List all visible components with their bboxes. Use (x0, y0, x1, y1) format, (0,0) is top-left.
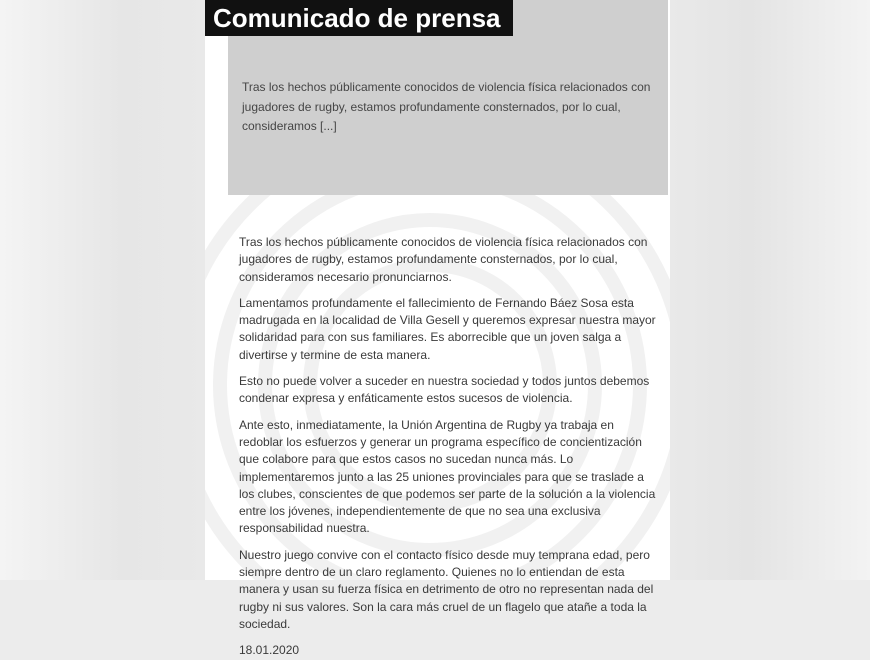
paragraph: Tras los hechos públicamente conocidos de violencia física relacionados con jugadores de rugby, estamos profundamente consternados, por lo cual, consideramos necesario pronunciarnos. (239, 235, 648, 284)
background-right (670, 0, 870, 580)
paragraph: Nuestro juego convive con el contacto físico desde muy temprana edad, pero siempre dentro de un claro reglamento. Quienes no lo entiendan de esta manera y usan su fuerza física en detrimento de otro no representan nada del rugby ni sus valores. Son la cara más cruel de un flagelo que atañe a toda la sociedad. (239, 547, 654, 631)
paragraph: Ante esto, inmediatamente, la Unión Argentina de Rugby ya trabaja en redoblar los esfuerzos y generar un programa específico de concientización que colabore para que estos casos no sucedan nunca más. Lo implementaremos junto a las 25 uniones provinciales para que se traslade a los clubes, conscientes de que podemos ser parte de la solución a la violencia entre los jóvenes, independientemente de que no sea una exclusiva responsabilidad nuestra. (239, 417, 656, 536)
summary-text: Tras los hechos públicamente conocidos de violencia física relacionados con jugadores de rugby, estamos profundamente consternados, por lo cual, consideramos [...] (242, 80, 651, 133)
background-left (0, 0, 205, 580)
release-date: 18.01.2020 (239, 643, 300, 658)
page-title: Comunicado de prensa (205, 0, 513, 36)
paragraph: Lamentamos profundamente el fallecimiento de Fernando Báez Sosa esta madrugada en la localidad de Villa Gesell y queremos expresar nuestra mayor solidaridad para con sus familiares. Es aborrecible que un joven salga a divertirse y termine de esta manera. (239, 295, 656, 362)
paragraph: Esto no puede volver a suceder en nuestra sociedad y todos juntos debemos condenar expresa y enfáticamente estos sucesos de violencia. (239, 374, 650, 406)
press-release-body (239, 234, 659, 660)
